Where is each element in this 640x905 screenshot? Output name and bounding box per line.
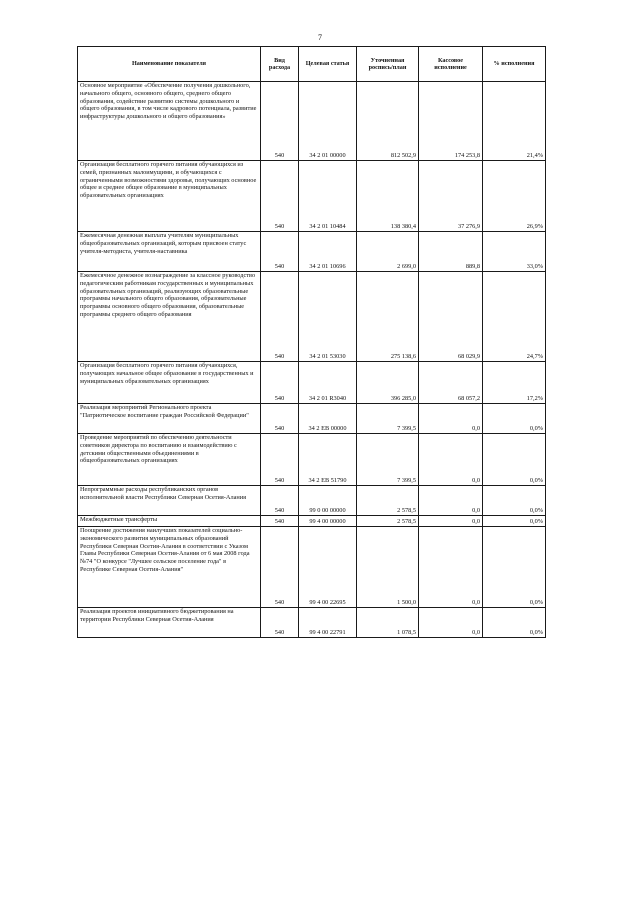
header-exec: Кассовое исполнение <box>419 47 483 82</box>
table-row <box>78 516 546 527</box>
row-plan: 396 285,0 <box>357 362 419 404</box>
row-plan: 275 138,6 <box>357 272 419 362</box>
row-exec: 37 276,9 <box>419 161 483 232</box>
row-plan: 2 578,5 <box>357 516 419 527</box>
row-exec: 0,0 <box>419 527 483 608</box>
row-pct: 0,0% <box>483 486 546 516</box>
table-row <box>78 404 546 434</box>
table-row <box>78 527 546 608</box>
header-kind: Вид расхода <box>261 47 299 82</box>
row-name: Реализация проектов инициативного бюджетирования на территории Республики Северная Осетия-Алания <box>78 608 261 638</box>
row-pct: 33,0% <box>483 232 546 272</box>
table-row <box>78 232 546 272</box>
row-pct: 21,4% <box>483 82 546 161</box>
execution-table <box>77 46 546 638</box>
row-pct: 0,0% <box>483 434 546 486</box>
row-kind: 540 <box>261 608 299 638</box>
row-name: Организация бесплатного горячего питания обучающихся, получающих начальное общее образование в государственных и муниципальных образовательных организациях <box>78 362 261 404</box>
row-kind: 540 <box>261 272 299 362</box>
row-kind: 540 <box>261 434 299 486</box>
row-code: 99 4 00 22791 <box>299 608 357 638</box>
row-exec: 0,0 <box>419 608 483 638</box>
row-kind: 540 <box>261 516 299 527</box>
row-plan: 2 578,5 <box>357 486 419 516</box>
table-row <box>78 486 546 516</box>
table-row <box>78 434 546 486</box>
row-exec: 0,0 <box>419 404 483 434</box>
row-code: 34 2 01 R3040 <box>299 362 357 404</box>
table-row <box>78 272 546 362</box>
row-code: 99 4 00 00000 <box>299 516 357 527</box>
header-pct: % исполнения <box>483 47 546 82</box>
row-pct: 0,0% <box>483 516 546 527</box>
row-pct: 17,2% <box>483 362 546 404</box>
row-name: Межбюджетные трансферты <box>78 516 261 527</box>
row-exec: 68 029,9 <box>419 272 483 362</box>
table-row <box>78 608 546 638</box>
row-kind: 540 <box>261 82 299 161</box>
row-code: 34 2 01 00000 <box>299 82 357 161</box>
row-code: 34 2 EB 51790 <box>299 434 357 486</box>
row-exec: 0,0 <box>419 516 483 527</box>
row-kind: 540 <box>261 486 299 516</box>
row-name: Организация бесплатного горячего питания обучающихся из семей, признанных малоимущими, и обучающихся с ограниченными возможностями здоровья, получающих основное общее и среднее общее образование в муниципальных образовательных организациях <box>78 161 261 232</box>
row-name: Реализация мероприятий Регионального проекта "Патриотическое воспитание граждан Российской Федерации" <box>78 404 261 434</box>
row-pct: 26,9% <box>483 161 546 232</box>
row-plan: 2 699,0 <box>357 232 419 272</box>
row-name: Основное мероприятие «Обеспечение получения дошкольного, начального общего, основного общего, среднего общего образования, содействие развитию системы дошкольного и общего образования, в том числе кадрового потенциала, развитие инфраструктуры дошкольного и общего образования» <box>78 82 261 161</box>
header-code: Целевая статья <box>299 47 357 82</box>
row-code: 34 2 01 10484 <box>299 161 357 232</box>
row-kind: 540 <box>261 404 299 434</box>
row-code: 99 4 00 22695 <box>299 527 357 608</box>
row-exec: 174 253,8 <box>419 82 483 161</box>
row-name: Ежемесячная денежная выплата учителям муниципальных общеобразовательных организаций, которым присвоен статус учителя-методиста, учителя-наставника <box>78 232 261 272</box>
row-name: Непрограммные расходы республиканских органов исполнительной власти Республики Северная Осетия-Алания <box>78 486 261 516</box>
row-code: 34 2 01 10696 <box>299 232 357 272</box>
row-code: 34 2 EB 00000 <box>299 404 357 434</box>
row-name: Ежемесячное денежное вознаграждение за классное руководство педагогическим работникам государственных и муниципальных образовательных организаций, реализующих образовательные программы начального общего образования, образовательные программы основного общего образования, образовательные программы среднего общего образования <box>78 272 261 362</box>
row-code: 99 0 00 00000 <box>299 486 357 516</box>
row-code: 34 2 01 53030 <box>299 272 357 362</box>
table-row <box>78 161 546 232</box>
row-pct: 0,0% <box>483 404 546 434</box>
table-row <box>78 82 546 161</box>
row-kind: 540 <box>261 161 299 232</box>
row-kind: 540 <box>261 527 299 608</box>
row-plan: 1 500,0 <box>357 527 419 608</box>
row-pct: 0,0% <box>483 608 546 638</box>
row-exec: 68 057,2 <box>419 362 483 404</box>
row-name: Проведение мероприятий по обеспечению деятельности советников директора по воспитанию и взаимодействию с детскими общественными объединениями в общеобразовательных организациях <box>78 434 261 486</box>
row-plan: 138 380,4 <box>357 161 419 232</box>
header-plan: Уточненная роспись/план <box>357 47 419 82</box>
page-number: 7 <box>318 33 322 42</box>
row-plan: 812 502,9 <box>357 82 419 161</box>
row-name: Поощрение достижения наилучших показателей социально-экономического развития муниципальных образований Республики Северная Осетия-Алания в соответствии с Указом Главы Республики Северная Осетия-Алания от 6 мая 2008 года №74 "О конкурсе "Лучшее сельское поселение года" в Республике Северная Осетия-Алания" <box>78 527 261 608</box>
row-plan: 7 399,5 <box>357 404 419 434</box>
table-header-row <box>78 47 546 82</box>
row-exec: 889,8 <box>419 232 483 272</box>
header-name: Наименование показателя <box>78 47 261 82</box>
table-row <box>78 362 546 404</box>
row-kind: 540 <box>261 232 299 272</box>
row-exec: 0,0 <box>419 434 483 486</box>
row-plan: 1 078,5 <box>357 608 419 638</box>
row-pct: 24,7% <box>483 272 546 362</box>
row-pct: 0,0% <box>483 527 546 608</box>
row-plan: 7 399,5 <box>357 434 419 486</box>
row-kind: 540 <box>261 362 299 404</box>
row-exec: 0,0 <box>419 486 483 516</box>
